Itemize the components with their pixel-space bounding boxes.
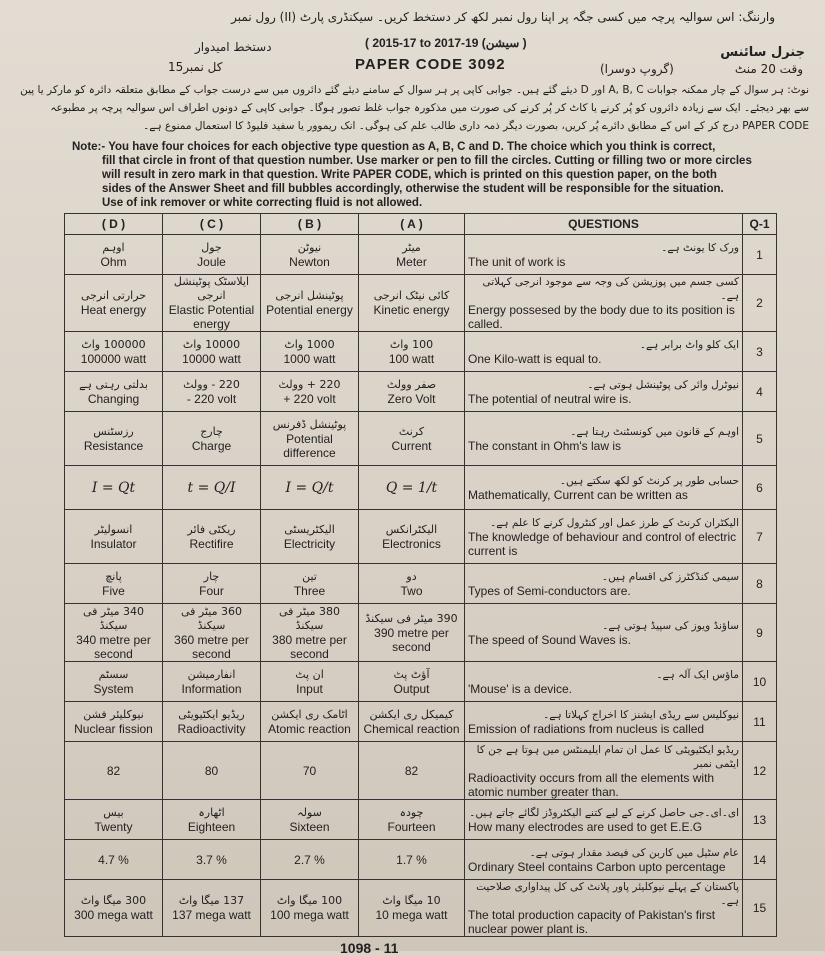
option-urdu: ریڈیو ایکٹیویٹی [178, 707, 245, 721]
option-urdu: الیکٹرانکس [385, 522, 438, 536]
question-text [465, 662, 743, 702]
question-text [465, 702, 743, 742]
option-english: 82 [404, 763, 419, 778]
table-row [65, 880, 777, 937]
option-d [65, 235, 163, 275]
option-c [163, 564, 261, 604]
option-b [261, 880, 359, 937]
option-urdu: ان پٹ [295, 667, 324, 681]
question-number: 3 [743, 332, 777, 372]
question-english: Mathematically, Current can be written as [468, 487, 688, 502]
option-c [163, 742, 261, 800]
option-d [65, 564, 163, 604]
option-b [261, 466, 359, 510]
english-instruction-line: will result in zero mark in that question. Write PAPER CODE, which is printed on this question paper, on the both [102, 169, 717, 181]
option-urdu: 390 میٹر فی سیکنڈ [365, 611, 458, 625]
option-english: 82 [106, 763, 121, 778]
option-c [163, 510, 261, 564]
table-row [65, 275, 777, 332]
option-a [359, 332, 465, 372]
question-text [465, 332, 743, 372]
question-number: 6 [743, 466, 777, 510]
option-urdu: پوٹینشل انرجی [275, 289, 344, 302]
english-instruction-line: Note:- You have four choices for each objective type question as A, B, C and D. The choice which you think is correct, [72, 141, 716, 153]
option-urdu: 100000 واٹ [81, 337, 146, 351]
option-formula: Q = 1/t [385, 479, 438, 496]
option-urdu: 1000 واٹ [284, 337, 335, 351]
option-english: 137 mega watt [172, 908, 251, 922]
option-a [359, 510, 465, 564]
option-urdu: کیمیکل ری ایکشن [369, 707, 454, 721]
question-english: The speed of Sound Waves is. [468, 632, 631, 647]
option-english: 1000 watt [283, 351, 336, 366]
option-d [65, 840, 163, 880]
option-english: Five [102, 583, 125, 598]
question-english: The potential of neutral wire is. [468, 391, 632, 406]
option-english: Charge [191, 438, 232, 453]
question-number: 10 [743, 662, 777, 702]
session-years: ( 2015-17 to 2017-19 (سیشن ) [365, 36, 527, 50]
option-urdu: صفر وولٹ [386, 377, 437, 391]
question-text [465, 235, 743, 275]
option-urdu: چارج [200, 424, 223, 438]
table-row [65, 332, 777, 372]
option-c [163, 332, 261, 372]
option-b [261, 840, 359, 880]
question-english: The unit of work is [468, 254, 566, 269]
option-urdu: نیوکلیئر فشن [83, 707, 144, 721]
paper-code-value: 3092 [468, 56, 506, 73]
option-urdu: 360 میٹر فی سیکنڈ [180, 604, 243, 632]
option-english: Sixteen [289, 819, 330, 834]
option-english: Newton [289, 254, 330, 269]
option-c [163, 800, 261, 840]
candidate-signature-label: دستخط امیدوار [195, 40, 272, 54]
option-formula: t = Q/I [187, 479, 236, 496]
question-english: The constant in Ohm's law is [468, 438, 622, 453]
column-header-qnum: Q-1 [743, 214, 777, 235]
question-number: 5 [743, 412, 777, 466]
option-urdu: 10000 واٹ [182, 337, 241, 351]
option-c [163, 880, 261, 937]
option-english: Electronics [382, 536, 441, 551]
question-number: 7 [743, 510, 777, 564]
option-b [261, 275, 359, 332]
option-formula: I = Q/t [285, 479, 334, 496]
question-number: 8 [743, 564, 777, 604]
option-d [65, 880, 163, 937]
option-urdu: پوٹینشل ڈفرنس [272, 417, 347, 431]
option-urdu: اٹھارہ [198, 805, 225, 819]
total-marks: کل نمبر15 [168, 60, 223, 74]
option-c [163, 604, 261, 662]
option-urdu: سولہ [297, 805, 322, 819]
option-urdu: انسولیٹر [94, 522, 133, 536]
option-urdu: چار [203, 569, 220, 583]
question-number: 9 [743, 604, 777, 662]
option-english: Potential energy [266, 303, 353, 317]
question-english: 'Mouse' is a device. [468, 681, 572, 696]
option-b [261, 604, 359, 662]
option-b [261, 564, 359, 604]
table-row [65, 702, 777, 742]
option-english: 4.7 % [98, 852, 129, 867]
option-english: Changing [87, 391, 140, 406]
option-english: Information [181, 681, 242, 696]
option-english: Heat energy [80, 303, 147, 317]
question-number: 11 [743, 702, 777, 742]
option-urdu: جول [201, 240, 222, 254]
table-row [65, 604, 777, 662]
option-b [261, 372, 359, 412]
option-english: 390 metre per second [374, 625, 449, 654]
question-english: The total production capacity of Pakistan's first nuclear power plant is. [468, 908, 716, 936]
option-urdu: رزسٹنس [93, 424, 134, 438]
question-english: One Kilo-watt is equal to. [468, 351, 602, 366]
option-a [359, 662, 465, 702]
option-d [65, 510, 163, 564]
option-english: Fourteen [387, 819, 436, 834]
urdu-instruction-line: نوٹ: ہر سوال کے چار ممکنہ جوابات A, B, C اور D دیئے گئے ہیں۔ جوابی کاپی پر ہر سوال کے سامنے دیئے گئے دائروں میں سے درست جواب کے مطابق متعلقہ دائرہ کو مارکر یا پین [20, 84, 809, 96]
question-text [465, 800, 743, 840]
question-number: 2 [743, 275, 777, 332]
option-urdu: تین [302, 569, 317, 583]
option-urdu: پانچ [105, 569, 122, 583]
option-c [163, 235, 261, 275]
question-text [465, 466, 743, 510]
table-row [65, 662, 777, 702]
option-english: Chemical reaction [363, 721, 460, 736]
option-a [359, 372, 465, 412]
option-urdu: اٹامک ری ایکشن [271, 707, 348, 721]
option-english: Input [296, 681, 323, 696]
question-urdu: ساؤنڈ ویوز کی سپیڈ ہوتی ہے۔ [602, 619, 739, 632]
option-a [359, 800, 465, 840]
option-english: Eighteen [187, 819, 236, 834]
roll-number-warning: وارننگ: اس سوالیہ پرچہ میں کسی جگہ پر اپنا رول نمبر لکھ کر دستخط کریں۔ سیکنڈری پارٹ (II) رول نمبر [231, 10, 775, 24]
option-urdu: کائی نیٹک انرجی [373, 289, 450, 302]
question-english: Types of Semi-conductors are. [468, 583, 631, 598]
option-english: 300 mega watt [74, 908, 153, 922]
option-english: Electricity [283, 536, 336, 551]
option-english: 100 mega watt [270, 908, 349, 922]
mcq-table [64, 213, 777, 937]
option-a [359, 466, 465, 510]
option-english: Current [391, 438, 432, 453]
column-header-c: ( C ) [163, 214, 261, 235]
question-text [465, 840, 743, 880]
table-row [65, 412, 777, 466]
option-a [359, 702, 465, 742]
option-urdu: انفارمیشن [187, 667, 236, 681]
option-a [359, 235, 465, 275]
option-urdu: اوہم [102, 240, 125, 254]
option-a [359, 275, 465, 332]
question-urdu: ایک کلو واٹ برابر ہے۔ [639, 338, 739, 351]
option-english: 10 mega watt [375, 908, 448, 922]
question-urdu: الیکٹران کرنٹ کے طرز عمل اور کنٹرول کرنے کا علم ہے۔ [490, 516, 739, 529]
option-english: 2.7 % [294, 852, 325, 867]
option-english: 1.7 % [396, 852, 427, 867]
option-urdu: ایلاسٹک پوٹینشل انرجی [173, 275, 250, 302]
option-d [65, 275, 163, 332]
time-allowed: وقت 20 منٹ [734, 62, 803, 76]
option-a [359, 412, 465, 466]
option-c [163, 840, 261, 880]
option-b [261, 742, 359, 800]
question-text [465, 604, 743, 662]
option-urdu: چودہ [399, 805, 424, 819]
question-text [465, 742, 743, 800]
urdu-instruction-line: PAPER CODE درج کر کے اس کے مطابق دائرے پُر کریں، بصورت دیگر ذمہ داری طالب علم کی ہوگی۔ انک ریموور یا سفید فلیوڈ کا استعمال ممنوع ہے۔ [143, 120, 809, 132]
option-urdu: 300 میگا واٹ [80, 894, 147, 907]
question-english: Emission of radiations from nucleus is called [468, 721, 705, 736]
question-urdu: اوہم کے قانون میں کونسٹنٹ رہتا ہے۔ [570, 425, 739, 438]
option-c [163, 466, 261, 510]
option-english: 70 [302, 763, 317, 778]
table-row [65, 564, 777, 604]
page-footer-mark: 1098 - 11 [340, 940, 399, 956]
option-a [359, 840, 465, 880]
question-number: 4 [743, 372, 777, 412]
option-d [65, 800, 163, 840]
option-english: Elastic Potential energy [168, 303, 255, 331]
question-number: 1 [743, 235, 777, 275]
option-c [163, 662, 261, 702]
option-b [261, 235, 359, 275]
question-number: 15 [743, 880, 777, 937]
question-urdu: ریڈیو ایکٹیویٹی کا عمل ان تمام ایلیمنٹس میں ہوتا ہے جن کا ایٹمی نمبر [476, 743, 739, 770]
question-urdu: سیمی کنڈکٹرز کی اقسام ہیں۔ [601, 570, 739, 583]
option-english: Potential difference [283, 431, 336, 460]
question-urdu: ورک کا یونٹ ہے۔ [661, 241, 739, 254]
question-number: 13 [743, 800, 777, 840]
option-b [261, 510, 359, 564]
option-english: Kinetic energy [373, 303, 450, 317]
question-urdu: حسابی طور پر کرنٹ کو لکھ سکتے ہیں۔ [559, 474, 739, 487]
option-b [261, 332, 359, 372]
column-header-b: ( B ) [261, 214, 359, 235]
option-d [65, 702, 163, 742]
option-english: Rectifire [189, 536, 234, 551]
question-text [465, 880, 743, 937]
option-urdu: الیکٹریسٹی [284, 522, 335, 536]
option-english: 80 [204, 763, 219, 778]
option-english: 340 metre per second [76, 632, 151, 661]
option-english: Zero Volt [387, 391, 436, 406]
option-urdu: 10 میگا واٹ [382, 894, 441, 907]
question-urdu: پاکستان کے پہلے نیوکلیئر پاور پلانٹ کی کل پیداواری صلاحیت ہے۔ [476, 881, 739, 907]
option-english: + 220 volt [283, 391, 336, 406]
option-d [65, 662, 163, 702]
table-row [65, 372, 777, 412]
option-english: Resistance [83, 438, 144, 453]
option-english: Three [293, 583, 326, 598]
option-english: Ohm [100, 254, 127, 269]
option-d [65, 604, 163, 662]
question-urdu: نیوکلیس سے ریڈی ایشنز کا اخراج کہلاتا ہے۔ [543, 708, 739, 721]
question-urdu: نیوٹرل وائر کی پوٹینشل ہوتی ہے۔ [587, 378, 739, 391]
question-urdu: ای۔ای۔جی حاصل کرنے کے لیے کتنے الیکٹروڈز لگائے جاتے ہیں۔ [469, 806, 739, 819]
option-english: Two [400, 583, 423, 598]
option-b [261, 800, 359, 840]
question-number: 14 [743, 840, 777, 880]
option-urdu: نیوٹن [297, 240, 322, 254]
option-c [163, 372, 261, 412]
option-urdu: آؤٹ پٹ [393, 667, 430, 681]
question-urdu: عام سٹیل میں کاربن کی فیصد مقدار ہوتی ہے۔ [529, 846, 739, 859]
option-d [65, 466, 163, 510]
option-urdu: 220 + وولٹ [278, 377, 341, 391]
table-row [65, 742, 777, 800]
table-row [65, 235, 777, 275]
option-a [359, 564, 465, 604]
option-d [65, 332, 163, 372]
question-number: 12 [743, 742, 777, 800]
option-english: Nuclear fission [74, 721, 153, 736]
option-urdu: بدلتی رہتی ہے [79, 377, 148, 391]
option-urdu: 100 واٹ [389, 337, 434, 351]
option-formula: I = Qt [91, 479, 136, 496]
question-text [465, 275, 743, 332]
option-urdu: بیس [103, 805, 124, 819]
option-urdu: ریکٹی فائر [187, 522, 236, 536]
option-a [359, 604, 465, 662]
option-english: Atomic reaction [268, 721, 351, 736]
option-urdu: 220 - وولٹ [183, 377, 240, 391]
option-urdu: کرنٹ [398, 424, 425, 438]
option-urdu: 380 میٹر فی سیکنڈ [278, 604, 341, 632]
question-text [465, 564, 743, 604]
option-english: 360 metre per second [174, 632, 249, 661]
question-english: The knowledge of behaviour and control of electric current is [468, 529, 737, 558]
table-row [65, 466, 777, 510]
group-label [720, 45, 805, 60]
option-b [261, 412, 359, 466]
option-english: Radioactivity [177, 721, 246, 736]
english-instruction-line: Use of ink remover or white correcting fluid is not allowed. [102, 197, 423, 209]
table-header-row [65, 214, 777, 235]
option-english: Meter [396, 254, 427, 269]
column-header-questions: QUESTIONS [465, 214, 743, 235]
option-english: 100 watt [388, 351, 435, 366]
question-text [465, 412, 743, 466]
table-row [65, 840, 777, 880]
option-a [359, 742, 465, 800]
option-d [65, 742, 163, 800]
option-english: Joule [197, 254, 226, 269]
option-c [163, 702, 261, 742]
paper-code-label: PAPER CODE [355, 56, 464, 73]
column-header-a: ( A ) [359, 214, 465, 235]
question-english: Ordinary Steel contains Carbon upto percentage [468, 859, 726, 874]
option-english: 3.7 % [196, 852, 227, 867]
question-english: How many electrodes are used to get E.E.G [468, 819, 703, 834]
option-c [163, 275, 261, 332]
urdu-instruction-line: سے بھر دیجئے۔ ایک سے زیادہ دائروں کو پُر کرنے یا کاٹ کر پُر کرنے کی صورت میں مذکورہ جواب غلط تصور ہوگا۔ جوابی کاپی کے دونوں اطراف اس سوالیہ پرچہ پر مطبوعہ [50, 102, 809, 114]
option-urdu: 137 میگا واٹ [178, 894, 245, 907]
column-header-d: ( D ) [65, 214, 163, 235]
option-urdu: میٹر [402, 240, 421, 254]
subject-title: جنرل سائنس [720, 45, 805, 60]
option-english: Insulator [90, 536, 137, 551]
question-text [465, 372, 743, 412]
table-row [65, 510, 777, 564]
question-english: Radioactivity occurs from all the elements with atomic number greater than. [468, 770, 715, 799]
option-b [261, 662, 359, 702]
group-name: (گروپ دوسرا) [600, 62, 674, 76]
option-d [65, 412, 163, 466]
option-b [261, 702, 359, 742]
paper-code [355, 56, 506, 73]
table-row [65, 800, 777, 840]
option-english: 380 metre per second [272, 632, 347, 661]
option-english: 100000 watt [80, 351, 147, 366]
option-urdu: دو [406, 569, 417, 583]
option-urdu: 100 میگا واٹ [276, 894, 343, 907]
english-instruction-line: sides of the Answer Sheet and fill bubbles accordingly, otherwise the student will be responsible for the situation. [102, 183, 724, 195]
option-english: 10000 watt [182, 351, 241, 366]
option-english: Output [393, 681, 430, 696]
option-english: Twenty [94, 819, 133, 834]
option-a [359, 880, 465, 937]
question-urdu: کسی جسم میں پوزیشن کی وجہ سے موجود انرجی کہلاتی ہے۔ [482, 276, 739, 302]
option-english: - 220 volt [186, 391, 237, 406]
question-english: Energy possesed by the body due to its position is called. [468, 303, 735, 331]
question-urdu: ماؤس ایک آلہ ہے۔ [656, 668, 739, 681]
option-urdu: حرارتی انرجی [80, 289, 147, 302]
option-d [65, 372, 163, 412]
option-english: System [93, 681, 134, 696]
option-urdu: سسٹم [98, 667, 129, 681]
option-c [163, 412, 261, 466]
option-urdu: 340 میٹر فی سیکنڈ [82, 604, 145, 632]
question-text [465, 510, 743, 564]
option-english: Four [199, 583, 224, 598]
english-instruction-line: fill that circle in front of that question number. Use marker or pen to fill the circles. Cutting or filling two or more circles [102, 155, 752, 167]
